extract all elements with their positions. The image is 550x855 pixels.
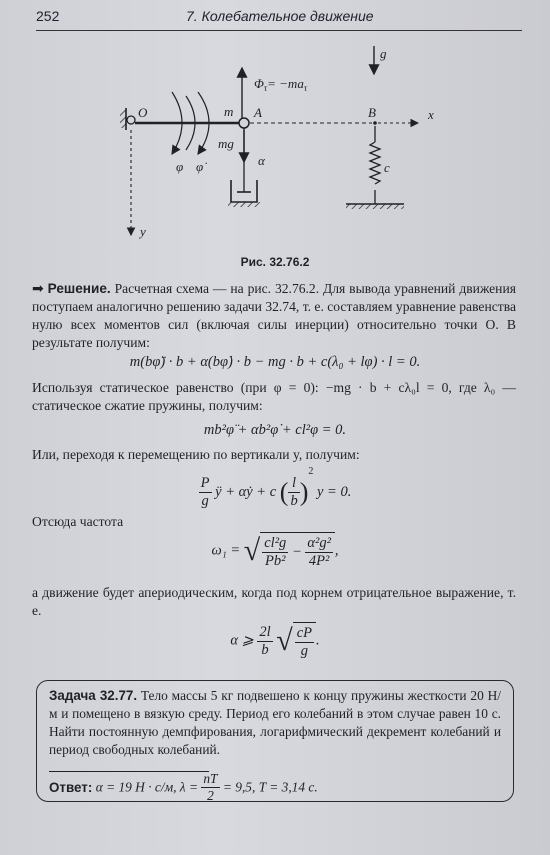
fraction-nT-over-2: $\frac{nT}{2}$ xyxy=(203,771,218,803)
equation-5: α ⩾ $\frac{2l}{b}$ √ $\frac{cP}{g}$ . xyxy=(230,623,320,659)
equation-2: mb²φ̈ + αb²φ̇ + cl²φ = 0. xyxy=(203,422,347,438)
task-box xyxy=(36,680,514,802)
hinge-wall-hatch xyxy=(120,110,126,128)
sqrt-radicand: $\frac{\text{cl²g}}{\text{Pb²}}$ − $\frac{\text{α²g²}}{\text{4P²}}$ xyxy=(260,532,335,570)
damping-label: α xyxy=(258,153,265,168)
y-axis-label: y xyxy=(140,224,146,239)
answer-line: Ответ: α = 19 Н · с/м, λ = $\frac{nT}{2}$ = 9,5, T = 3,14 с. xyxy=(49,771,318,803)
spring-ground-hatch xyxy=(346,204,404,209)
paragraph-vertical-displacement: Или, переходя к перемещению по вертикали y, получим: xyxy=(32,447,360,462)
answer-label: Ответ: xyxy=(49,780,93,795)
equation-3: $\frac{P}{g}$ ÿ + αẏ + c ( $\frac{l}{b}$ )$^2$ y = 0. xyxy=(200,466,352,510)
mass-A xyxy=(239,118,249,128)
weight-label: mg xyxy=(218,136,234,151)
solution-label: Решение. xyxy=(47,281,111,296)
fraction-l-over-b: $\frac{l}{b}$ xyxy=(290,475,298,510)
page-header xyxy=(36,8,522,31)
fraction-p-over-g: $\frac{P}{g}$ xyxy=(200,475,210,510)
point-B xyxy=(373,121,377,125)
scheme-figure xyxy=(0,30,550,252)
solution-paragraph xyxy=(32,280,516,352)
page-number: 252 xyxy=(36,8,60,24)
gravity-label: g xyxy=(380,46,387,61)
point-B-label: B xyxy=(368,105,376,120)
point-A-label: A xyxy=(254,105,262,120)
point-O-label: O xyxy=(138,105,148,120)
damper-base-hatch xyxy=(228,202,260,207)
angle-phi-label: φ xyxy=(176,159,184,174)
x-axis-label: x xyxy=(428,107,434,122)
arrow-right-icon: ➡ xyxy=(32,281,44,297)
task-label: Задача 32.77. xyxy=(49,688,138,703)
figure-caption: Рис. 32.76.2 xyxy=(240,255,310,269)
angle-phidot-label: φ̇ xyxy=(196,159,204,174)
inertia-force-label: $\Phi_\tau= -ma_\tau$ xyxy=(254,76,308,93)
equation-4: ω₁ = √ $\frac{\text{cl²g}}{\text{Pb²}}$ − $\frac{\text{α²g²}}{\text{4P²}}$ , xyxy=(211,534,339,569)
hinge-O xyxy=(127,116,135,124)
paragraph-static-equality: Используя статическое равенство (при φ = 0): −mg · b + cλ₀l = 0, где λ₀ — статическое сжатие пружины, получим: xyxy=(32,380,516,413)
solution-text: Расчетная схема — на рис. 32.76.2. Для вывода уравнений движения поступаем аналогично решению задачи 32.74, т. е. составляем уравнение равенства нулю всех моментов сил (включая силы инерции) относительно точки O. В результате получим: xyxy=(32,281,516,350)
task-text: Тело массы 5 кг подвешено к концу пружины жесткости 20 Н/м и помещено в вязкую среду. Период его колебаний в этом случае равен 10 с. Найти постоянную демпфирования, логарифмический декремент колебаний и период свободных колебаний. xyxy=(49,688,501,757)
chapter-title: 7. Колебательное движение xyxy=(186,8,374,24)
task-text-block xyxy=(49,687,501,759)
mass-label: m xyxy=(224,104,234,119)
paragraph-aperiodic: а движение будет апериодическим, когда под корнем отрицательное выражение, т. е. xyxy=(32,585,516,618)
spring-coil xyxy=(370,142,380,184)
equation-1: m(bφ̈) · b + α(bφ̇) · b − mg · b + c(λ₀ + lφ) · l = 0. xyxy=(129,354,421,370)
stiffness-label: c xyxy=(384,160,390,175)
paragraph-frequency: Отсюда частота xyxy=(32,514,124,529)
